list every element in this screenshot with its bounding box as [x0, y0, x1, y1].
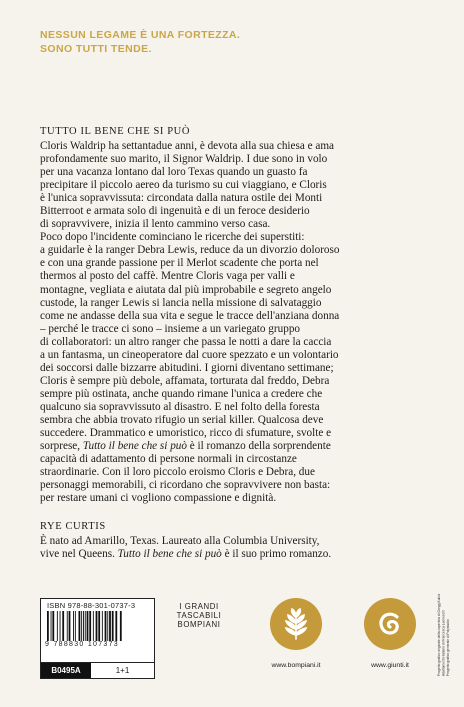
author-bio-line: È nato ad Amarillo, Texas. Laureato alla Columbia University,	[40, 535, 320, 547]
product-code-box	[40, 662, 155, 679]
synopsis-line: capacità di adattamento di persone normali in circostanze	[40, 453, 297, 466]
synopsis-line: Cloris Waldrip ha settantadue anni, è devota alla sua chiesa e ama	[40, 140, 335, 152]
synopsis-line: e con una grande passione per il Merlot scadente che porta nel	[40, 257, 319, 270]
giunti-spiral-icon	[375, 609, 405, 639]
giunti-emblem	[364, 598, 416, 650]
synopsis-line: per restare umani ci vogliono compassione e dignità.	[40, 492, 277, 505]
barcode-bars	[45, 611, 151, 641]
synopsis-line: straordinarie. Con il loro piccolo eroismo Cloris e Debra, due	[40, 466, 315, 479]
edition-code: 1+1	[91, 663, 154, 678]
synopsis-italic-title: Tutto il bene che si può	[82, 440, 187, 453]
author-bio-line-mixed	[40, 548, 440, 561]
synopsis-line: succedere. Drammatico e umoristico, ricco di sfumature, svolte e	[40, 427, 332, 440]
bompiani-emblem	[270, 598, 322, 650]
wheat-icon	[280, 607, 312, 641]
synopsis-line: – perché le tracce ci sono – insieme a un variegato gruppo	[40, 322, 301, 335]
cover-credits	[436, 548, 450, 676]
author-name: RYE CURTIS	[40, 521, 106, 532]
isbn-text: ISBN 978-88-301-0737-3	[47, 601, 136, 610]
synopsis-line: sembra che abbia trovato rifugio un serial killer. Qualcosa deve	[40, 413, 324, 426]
synopsis-line: di sopravvivere, inizia il lento cammino verso casa.	[40, 218, 271, 231]
author-bio-text: vive nel Queens.	[40, 548, 115, 561]
series-logo	[164, 602, 234, 630]
synopsis-line: precipitare il piccolo aereo da turismo su cui viaggiano, e Cloris	[40, 179, 327, 192]
series-line-2: TASCABILI	[176, 611, 222, 621]
bompiani-url[interactable]: www.bompiani.it	[271, 662, 321, 669]
tagline-line-1: NESSUN LEGAME È UNA FORTEZZA.	[40, 29, 241, 41]
synopsis-line: sempre più ostinata, anche quando rimane l'unica a credere che	[40, 387, 323, 400]
synopsis-line: a guidarle è la ranger Debra Lewis, reduce da un divorzio doloroso	[40, 244, 340, 257]
synopsis-line: custode, la ranger Lewis si lancia nella missione di salvataggio	[40, 296, 322, 309]
author-bio	[40, 535, 440, 561]
giunti-logo	[356, 598, 424, 669]
synopsis	[40, 140, 440, 505]
synopsis-line: è l'unica sopravvissuta: circondata dalla natura ostile dei Monti	[40, 192, 323, 205]
product-code: B0495A	[41, 663, 91, 678]
synopsis-line: Poco dopo l'incidente cominciano le ricerche dei superstiti:	[40, 231, 305, 244]
author-bio-text: è il suo primo romanzo.	[224, 548, 332, 561]
barcode-digits: 9 788830 107373	[45, 641, 119, 648]
bompiani-logo	[262, 598, 330, 669]
synopsis-line: thermos al posto del caffè. Mentre Cloris vaga per valli e	[40, 270, 295, 283]
synopsis-line: dei soccorsi dalle bizzarre abitudini. I giorni diventano settimane;	[40, 361, 334, 374]
synopsis-line: a un fantasma, un cineoperatore dal cuore spezzato e un volontario	[40, 348, 339, 361]
synopsis-line: personaggi memorabili, ci ricordano che sopravvivere non basta:	[40, 479, 331, 492]
author-bio-italic-title: Tutto il bene che si può	[117, 548, 222, 561]
tagline-line-2: SONO TUTTI TENDE.	[40, 43, 152, 55]
giunti-url[interactable]: www.giunti.it	[371, 662, 409, 669]
synopsis-line: qualcuno sia sopravvissuto al disastro. E nel folto della foresta	[40, 400, 320, 413]
synopsis-line: profondamente suo marito, il Signor Waldrip. I due sono in volo	[40, 153, 328, 166]
synopsis-line: Cloris è sempre più debole, affamata, torturata dal freddo, Debra	[40, 374, 330, 387]
synopsis-line: Bitterroot e armata solo di ingenuità e di un feroce desiderio	[40, 205, 310, 218]
synopsis-line-mixed	[40, 440, 440, 453]
credit-line-2: Adattamento italiano di Francesca Leoneschi	[441, 610, 446, 676]
synopsis-line: di collaboratori: un altro ranger che passa le notti a dare la caccia	[40, 335, 332, 348]
synopsis-text: sorprese,	[40, 440, 81, 453]
synopsis-line: per una vacanza lontano dal loro Texas quando un guasto fa	[40, 166, 308, 179]
tagline	[40, 28, 240, 56]
series-line-3: BOMPIANI	[177, 620, 221, 630]
synopsis-line: come ne andasse della sua vita e segue le tracce dell'anziana donna	[40, 309, 340, 322]
synopsis-line: montagne, vegliata e aiutata dal più improbabile e segreto angelo	[40, 283, 332, 296]
series-line-1: I GRANDI	[179, 602, 219, 611]
synopsis-text: è il romanzo della sorprendente	[189, 440, 331, 453]
book-title: TUTTO IL BENE CHE SI PUÒ	[40, 126, 191, 137]
credit-line-3: Progetto grafico generale di Polystudio	[446, 619, 450, 676]
credit-line-1: Progetto grafico originale della copertina di Gregg Kulick	[437, 593, 441, 676]
